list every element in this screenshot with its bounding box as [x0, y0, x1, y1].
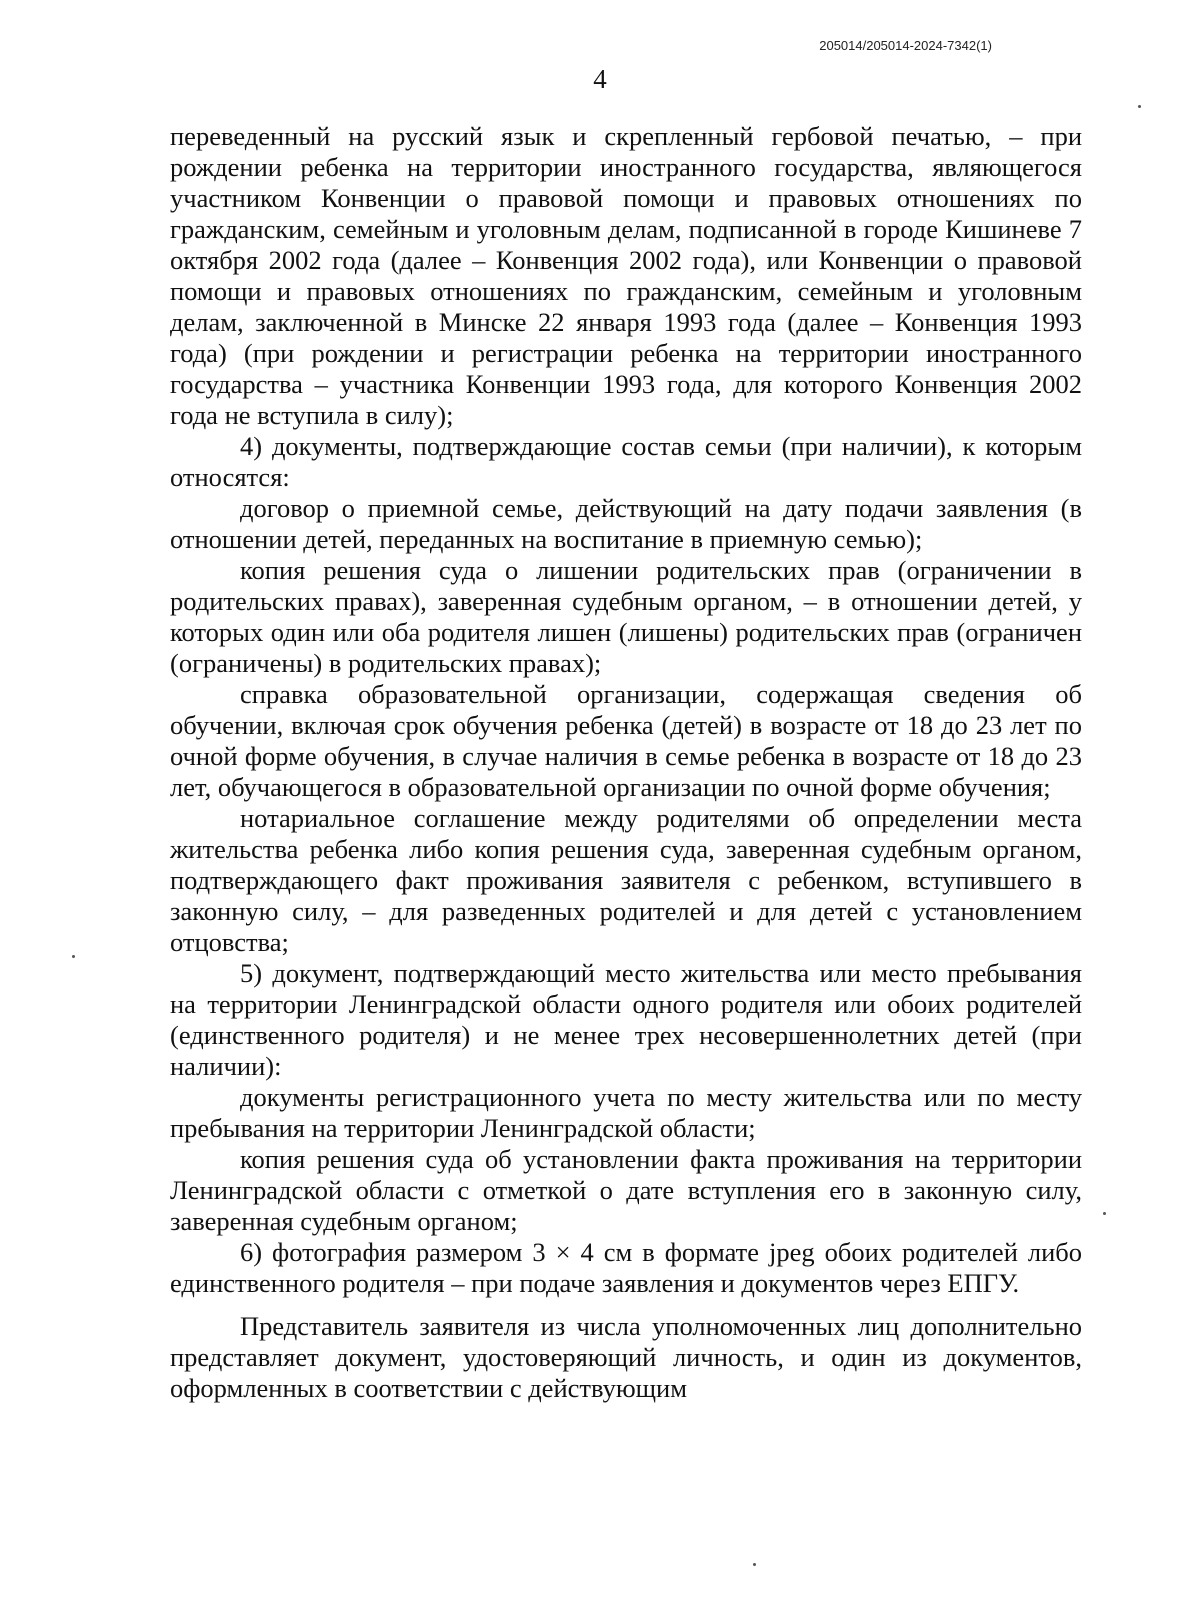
paragraph-court-residence: копия решения суда об установлении факта проживания на территории Ленинградской области с отметкой о дате вступления его в законную силу, заверенная судебным органом; [170, 1144, 1082, 1236]
paragraph-item-5: 5) документ, подтверждающий место жительства или место пребывания на территории Ленинградской области одного родителя или обоих родителей (единственного родителя) и не менее трех несовершеннолетних детей (при наличии): [170, 958, 1082, 1081]
document-id: 205014/205014-2024-7342(1) [819, 38, 992, 53]
paragraph-notarial-agreement: нотариальное соглашение между родителями об определении места жительства ребенка либо копия решения суда, заверенная судебным органом, подтверждающего факт проживания заявителя с ребенком, вступившего в законную силу, – для разведенных родителей и для детей с установлением отцовства; [170, 803, 1082, 957]
scan-speck [1138, 105, 1141, 108]
document-body [170, 121, 1082, 1404]
scan-speck [753, 1563, 756, 1566]
scan-speck [1103, 1212, 1106, 1215]
paragraph-continuation: переведенный на русский язык и скрепленный гербовой печатью, – при рождении ребенка на территории иностранного государства, являющегося участником Конвенции о правовой помощи и правовых отношениях по гражданским, семейным и уголовным делам, подписанной в городе Кишиневе 7 октября 2002 года (далее – Конвенция 2002 года), или Конвенции о правовой помощи и правовых отношениях по гражданским, семейным и уголовным делам, заключенной в Минске 22 января 1993 года (далее – Конвенция 1993 года) (при рождении и регистрации ребенка на территории иностранного государства – участника Конвенции 1993 года, для которого Конвенция 2002 года не вступила в силу); [170, 121, 1082, 430]
paragraph-registration-documents: документы регистрационного учета по месту жительства или по месту пребывания на территории Ленинградской области; [170, 1082, 1082, 1143]
page-number: 4 [593, 64, 607, 94]
paragraph-court-deprivation: копия решения суда о лишении родительских прав (ограничении в родительских правах), заверенная судебным органом, – в отношении детей, у которых один или оба родителя лишен (лишены) родительских прав (ограничен (ограничены) в родительских правах); [170, 555, 1082, 678]
scan-speck [72, 955, 75, 958]
paragraph-item-6: 6) фотография размером 3 × 4 см в формате jpeg обоих родителей либо единственного родителя – при подаче заявления и документов через ЕПГУ. [170, 1237, 1082, 1298]
paragraph-education-certificate: справка образовательной организации, содержащая сведения об обучении, включая срок обучения ребенка (детей) в возрасте от 18 до 23 лет по очной форме обучения, в случае наличия в семье ребенка в возрасте от 18 до 23 лет, обучающегося в образовательной организации по очной форме обучения; [170, 679, 1082, 802]
paragraph-item-4: 4) документы, подтверждающие состав семьи (при наличии), к которым относятся: [170, 431, 1082, 492]
paragraph-foster-contract: договор о приемной семье, действующий на дату подачи заявления (в отношении детей, переданных на воспитание в приемную семью); [170, 493, 1082, 554]
paragraph-representative: Представитель заявителя из числа уполномоченных лиц дополнительно представляет документ, удостоверяющий личность, и один из документов, оформленных в соответствии с действующим [170, 1311, 1082, 1403]
